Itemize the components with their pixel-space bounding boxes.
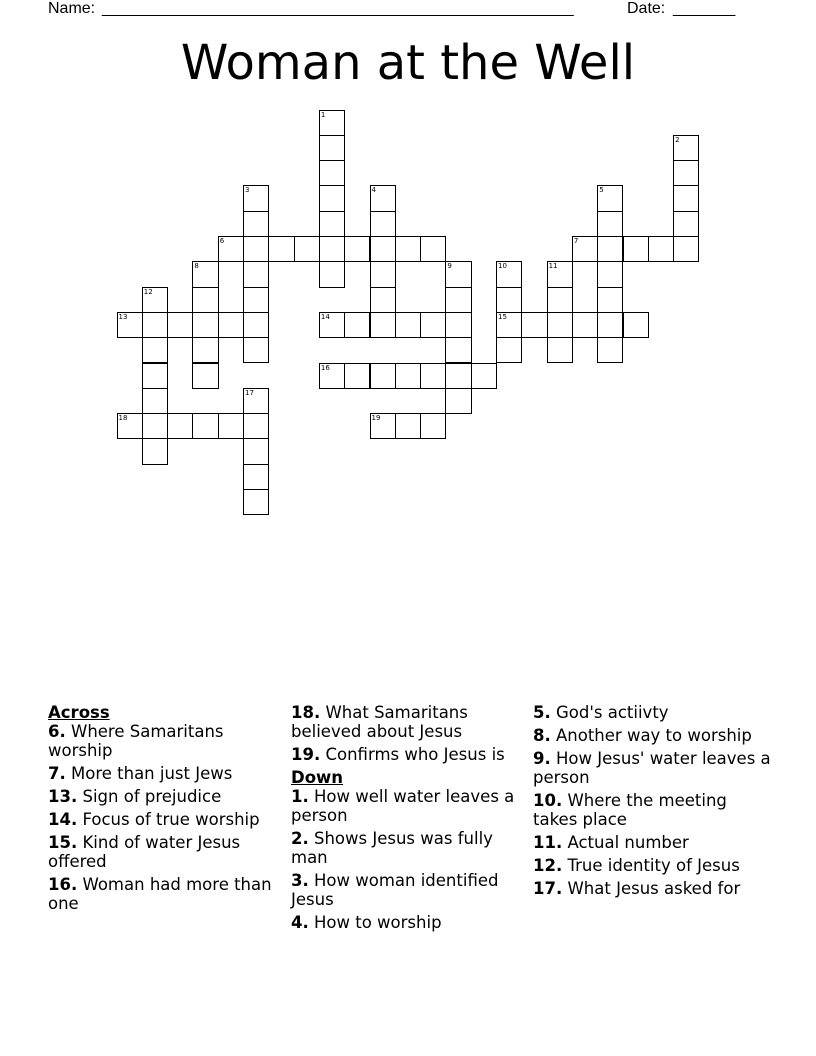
grid-cell[interactable] (370, 287, 396, 313)
grid-cell[interactable] (496, 312, 522, 338)
grid-cell[interactable] (218, 236, 244, 262)
grid-cell[interactable] (572, 236, 598, 262)
down-clue-10 (533, 791, 773, 829)
across-heading: Across (48, 703, 110, 722)
name-line[interactable]: _____________________________________________________ (102, 0, 574, 17)
grid-cell[interactable] (597, 185, 623, 211)
cell-number: 18 (118, 414, 128, 423)
grid-cell[interactable] (395, 312, 421, 338)
clue-text: Shows Jesus was fully man (291, 829, 493, 867)
grid-cell[interactable] (243, 489, 269, 515)
grid-cell[interactable] (471, 363, 497, 389)
clue-number: 14. (48, 810, 78, 829)
clue-number: 2. (291, 829, 309, 848)
grid-cell[interactable] (597, 211, 623, 237)
cell-number: 8 (194, 262, 199, 271)
clue-text: Actual number (567, 833, 689, 852)
across-clue-16 (48, 875, 276, 913)
down-clue-3 (291, 871, 519, 909)
grid-cell[interactable] (319, 160, 345, 186)
clue-number: 5. (533, 703, 551, 722)
clue-text: Another way to worship (556, 726, 752, 745)
name-label: Name: (48, 0, 96, 17)
clue-text: God's actiivty (556, 703, 669, 722)
grid-cell[interactable] (445, 388, 471, 414)
clues-column-1 (48, 703, 276, 917)
down-clue-12 (533, 856, 773, 875)
clue-number: 19. (291, 745, 321, 764)
grid-cell[interactable] (597, 236, 623, 262)
clue-number: 8. (533, 726, 551, 745)
clue-number: 13. (48, 787, 78, 806)
cell-number: 3 (245, 186, 250, 195)
grid-cell[interactable] (445, 287, 471, 313)
grid-cell[interactable] (294, 236, 320, 262)
cell-number: 16 (320, 363, 330, 372)
clue-number: 1. (291, 787, 309, 806)
clue-text: Kind of water Jesus offered (48, 833, 241, 871)
across-clue-18 (291, 703, 519, 741)
grid-cell[interactable] (445, 363, 471, 389)
grid-cell[interactable] (192, 312, 218, 338)
clues-column-2 (291, 703, 519, 936)
grid-cell[interactable] (243, 261, 269, 287)
cell-number: 7 (573, 237, 579, 245)
grid-cell[interactable] (597, 261, 623, 287)
date-line[interactable]: _______ (673, 0, 736, 17)
clue-number: 7. (48, 764, 66, 783)
down-clue-11 (533, 833, 773, 852)
grid-cell[interactable] (117, 413, 143, 439)
grid-cell[interactable] (370, 185, 396, 211)
cell-number: 13 (118, 312, 128, 321)
grid-cell[interactable] (673, 185, 699, 211)
grid-cell[interactable] (117, 312, 143, 338)
grid-cell[interactable] (319, 110, 345, 136)
grid-cell[interactable] (192, 363, 218, 389)
grid-cell[interactable] (243, 287, 269, 313)
grid-cell[interactable] (142, 337, 168, 363)
grid-cell[interactable] (243, 185, 269, 211)
grid-cell[interactable] (319, 312, 345, 338)
grid-cell[interactable] (420, 312, 446, 338)
clue-number: 12. (533, 856, 563, 875)
grid-cell[interactable] (142, 388, 168, 414)
grid-cell[interactable] (370, 211, 396, 237)
across-clue-15 (48, 833, 276, 871)
grid-cell[interactable] (142, 363, 168, 389)
clues-column-3 (533, 703, 773, 902)
grid-cell[interactable] (673, 160, 699, 186)
down-clue-9 (533, 749, 773, 787)
clue-number: 3. (291, 871, 309, 890)
cell-number: 15 (498, 312, 507, 321)
grid-cell[interactable] (648, 236, 674, 262)
clue-text: Sign of prejudice (82, 787, 222, 806)
grid-cell[interactable] (395, 236, 421, 262)
grid-cell[interactable] (243, 388, 269, 414)
grid-cell[interactable] (623, 312, 649, 338)
clue-text: How woman identified Jesus (291, 871, 499, 909)
grid-cell[interactable] (344, 363, 370, 389)
grid-cell[interactable] (192, 337, 218, 363)
grid-cell[interactable] (192, 261, 218, 287)
cell-number: 12 (143, 287, 153, 296)
grid-cell[interactable] (496, 287, 522, 313)
grid-cell[interactable] (243, 438, 269, 464)
cell-number: 10 (498, 262, 507, 271)
grid-cell[interactable] (344, 236, 370, 262)
clue-text: How to worship (314, 913, 442, 932)
grid-cell[interactable] (319, 185, 345, 211)
clue-text: Confirms who Jesus is (325, 745, 505, 764)
cell-number: 17 (245, 388, 254, 397)
grid-cell[interactable] (521, 312, 547, 338)
grid-cell[interactable] (420, 413, 446, 439)
clue-text: What Jesus asked for (567, 879, 741, 898)
clue-number: 17. (533, 879, 563, 898)
grid-cell[interactable] (547, 261, 573, 287)
grid-cell[interactable] (547, 337, 573, 363)
grid-cell[interactable] (496, 337, 522, 363)
grid-cell[interactable] (420, 363, 446, 389)
down-clue-1 (291, 787, 519, 825)
clue-number: 6. (48, 722, 66, 741)
down-clue-2 (291, 829, 519, 867)
down-clue-17 (533, 879, 773, 898)
cell-number: 4 (371, 186, 376, 195)
grid-cell[interactable] (319, 211, 345, 237)
grid-cell[interactable] (142, 287, 168, 313)
clue-text: More than just Jews (71, 764, 233, 783)
clue-number: 9. (533, 749, 551, 768)
grid-cell[interactable] (445, 261, 471, 287)
grid-cell[interactable] (319, 236, 345, 262)
clue-text: Focus of true worship (82, 810, 260, 829)
cell-number: 19 (371, 414, 381, 423)
grid-cell[interactable] (218, 413, 244, 439)
grid-cell[interactable] (142, 312, 168, 338)
clue-number: 11. (533, 833, 563, 852)
across-clue-7 (48, 764, 276, 783)
clue-text: How well water leaves a person (291, 787, 515, 825)
cell-number: 6 (219, 237, 225, 245)
grid-cell[interactable] (597, 337, 623, 363)
grid-cell[interactable] (142, 413, 168, 439)
grid-cell[interactable] (370, 363, 396, 389)
grid-cell[interactable] (243, 236, 269, 262)
across-clue-14 (48, 810, 276, 829)
grid-cell[interactable] (597, 312, 623, 338)
cell-number: 2 (675, 135, 680, 144)
down-clue-4 (291, 913, 519, 932)
across-clue-19 (291, 745, 519, 764)
clue-text: Where the meeting takes place (533, 791, 727, 829)
clue-text: Where Samaritans worship (48, 722, 224, 760)
grid-cell[interactable] (268, 236, 294, 262)
grid-cell[interactable] (167, 312, 193, 338)
across-clue-6 (48, 722, 276, 760)
grid-cell[interactable] (370, 312, 396, 338)
clue-number: 16. (48, 875, 78, 894)
date-label: Date: (627, 0, 666, 17)
grid-cell[interactable] (319, 135, 345, 161)
down-clue-8 (533, 726, 773, 745)
clue-text: True identity of Jesus (567, 856, 740, 875)
grid-cell[interactable] (420, 236, 446, 262)
grid-cell[interactable] (370, 413, 396, 439)
grid-cell[interactable] (673, 135, 699, 161)
grid-cell[interactable] (167, 413, 193, 439)
grid-cell[interactable] (319, 261, 345, 287)
grid-cell[interactable] (218, 312, 244, 338)
clue-text: What Samaritans believed about Jesus (291, 703, 468, 741)
grid-cell[interactable] (243, 464, 269, 490)
grid-cell[interactable] (243, 413, 269, 439)
grid-cell[interactable] (547, 287, 573, 313)
grid-cell[interactable] (445, 312, 471, 338)
cell-number: 5 (599, 186, 604, 195)
grid-cell[interactable] (623, 236, 649, 262)
grid-cell[interactable] (319, 363, 345, 389)
grid-cell[interactable] (673, 211, 699, 237)
cell-number: 14 (320, 312, 330, 321)
page-title: Woman at the Well (180, 35, 636, 91)
grid-cell[interactable] (243, 337, 269, 363)
grid-cell[interactable] (344, 312, 370, 338)
grid-cell[interactable] (243, 312, 269, 338)
down-heading: Down (291, 768, 344, 787)
clue-number: 10. (533, 791, 563, 810)
grid-cell[interactable] (192, 287, 218, 313)
clue-text: Woman had more than one (48, 875, 272, 913)
grid-cell[interactable] (395, 413, 421, 439)
grid-cell[interactable] (597, 287, 623, 313)
clue-number: 15. (48, 833, 78, 852)
grid-cell[interactable] (673, 236, 699, 262)
grid-cell[interactable] (370, 261, 396, 287)
clue-number: 18. (291, 703, 321, 722)
grid-cell[interactable] (445, 337, 471, 363)
grid-cell[interactable] (572, 312, 598, 338)
grid-cell[interactable] (142, 438, 168, 464)
cell-number: 11 (548, 262, 558, 271)
down-clue-5 (533, 703, 773, 722)
grid-cell[interactable] (395, 363, 421, 389)
grid-cell[interactable] (192, 413, 218, 439)
across-clue-13 (48, 787, 276, 806)
clue-text: How Jesus' water leaves a person (533, 749, 771, 787)
grid-cell[interactable] (496, 261, 522, 287)
cell-number: 9 (447, 262, 452, 271)
grid-cell[interactable] (547, 312, 573, 338)
grid-cell[interactable] (243, 211, 269, 237)
cell-number: 1 (320, 110, 326, 119)
clue-number: 4. (291, 913, 309, 932)
grid-cell[interactable] (370, 236, 396, 262)
